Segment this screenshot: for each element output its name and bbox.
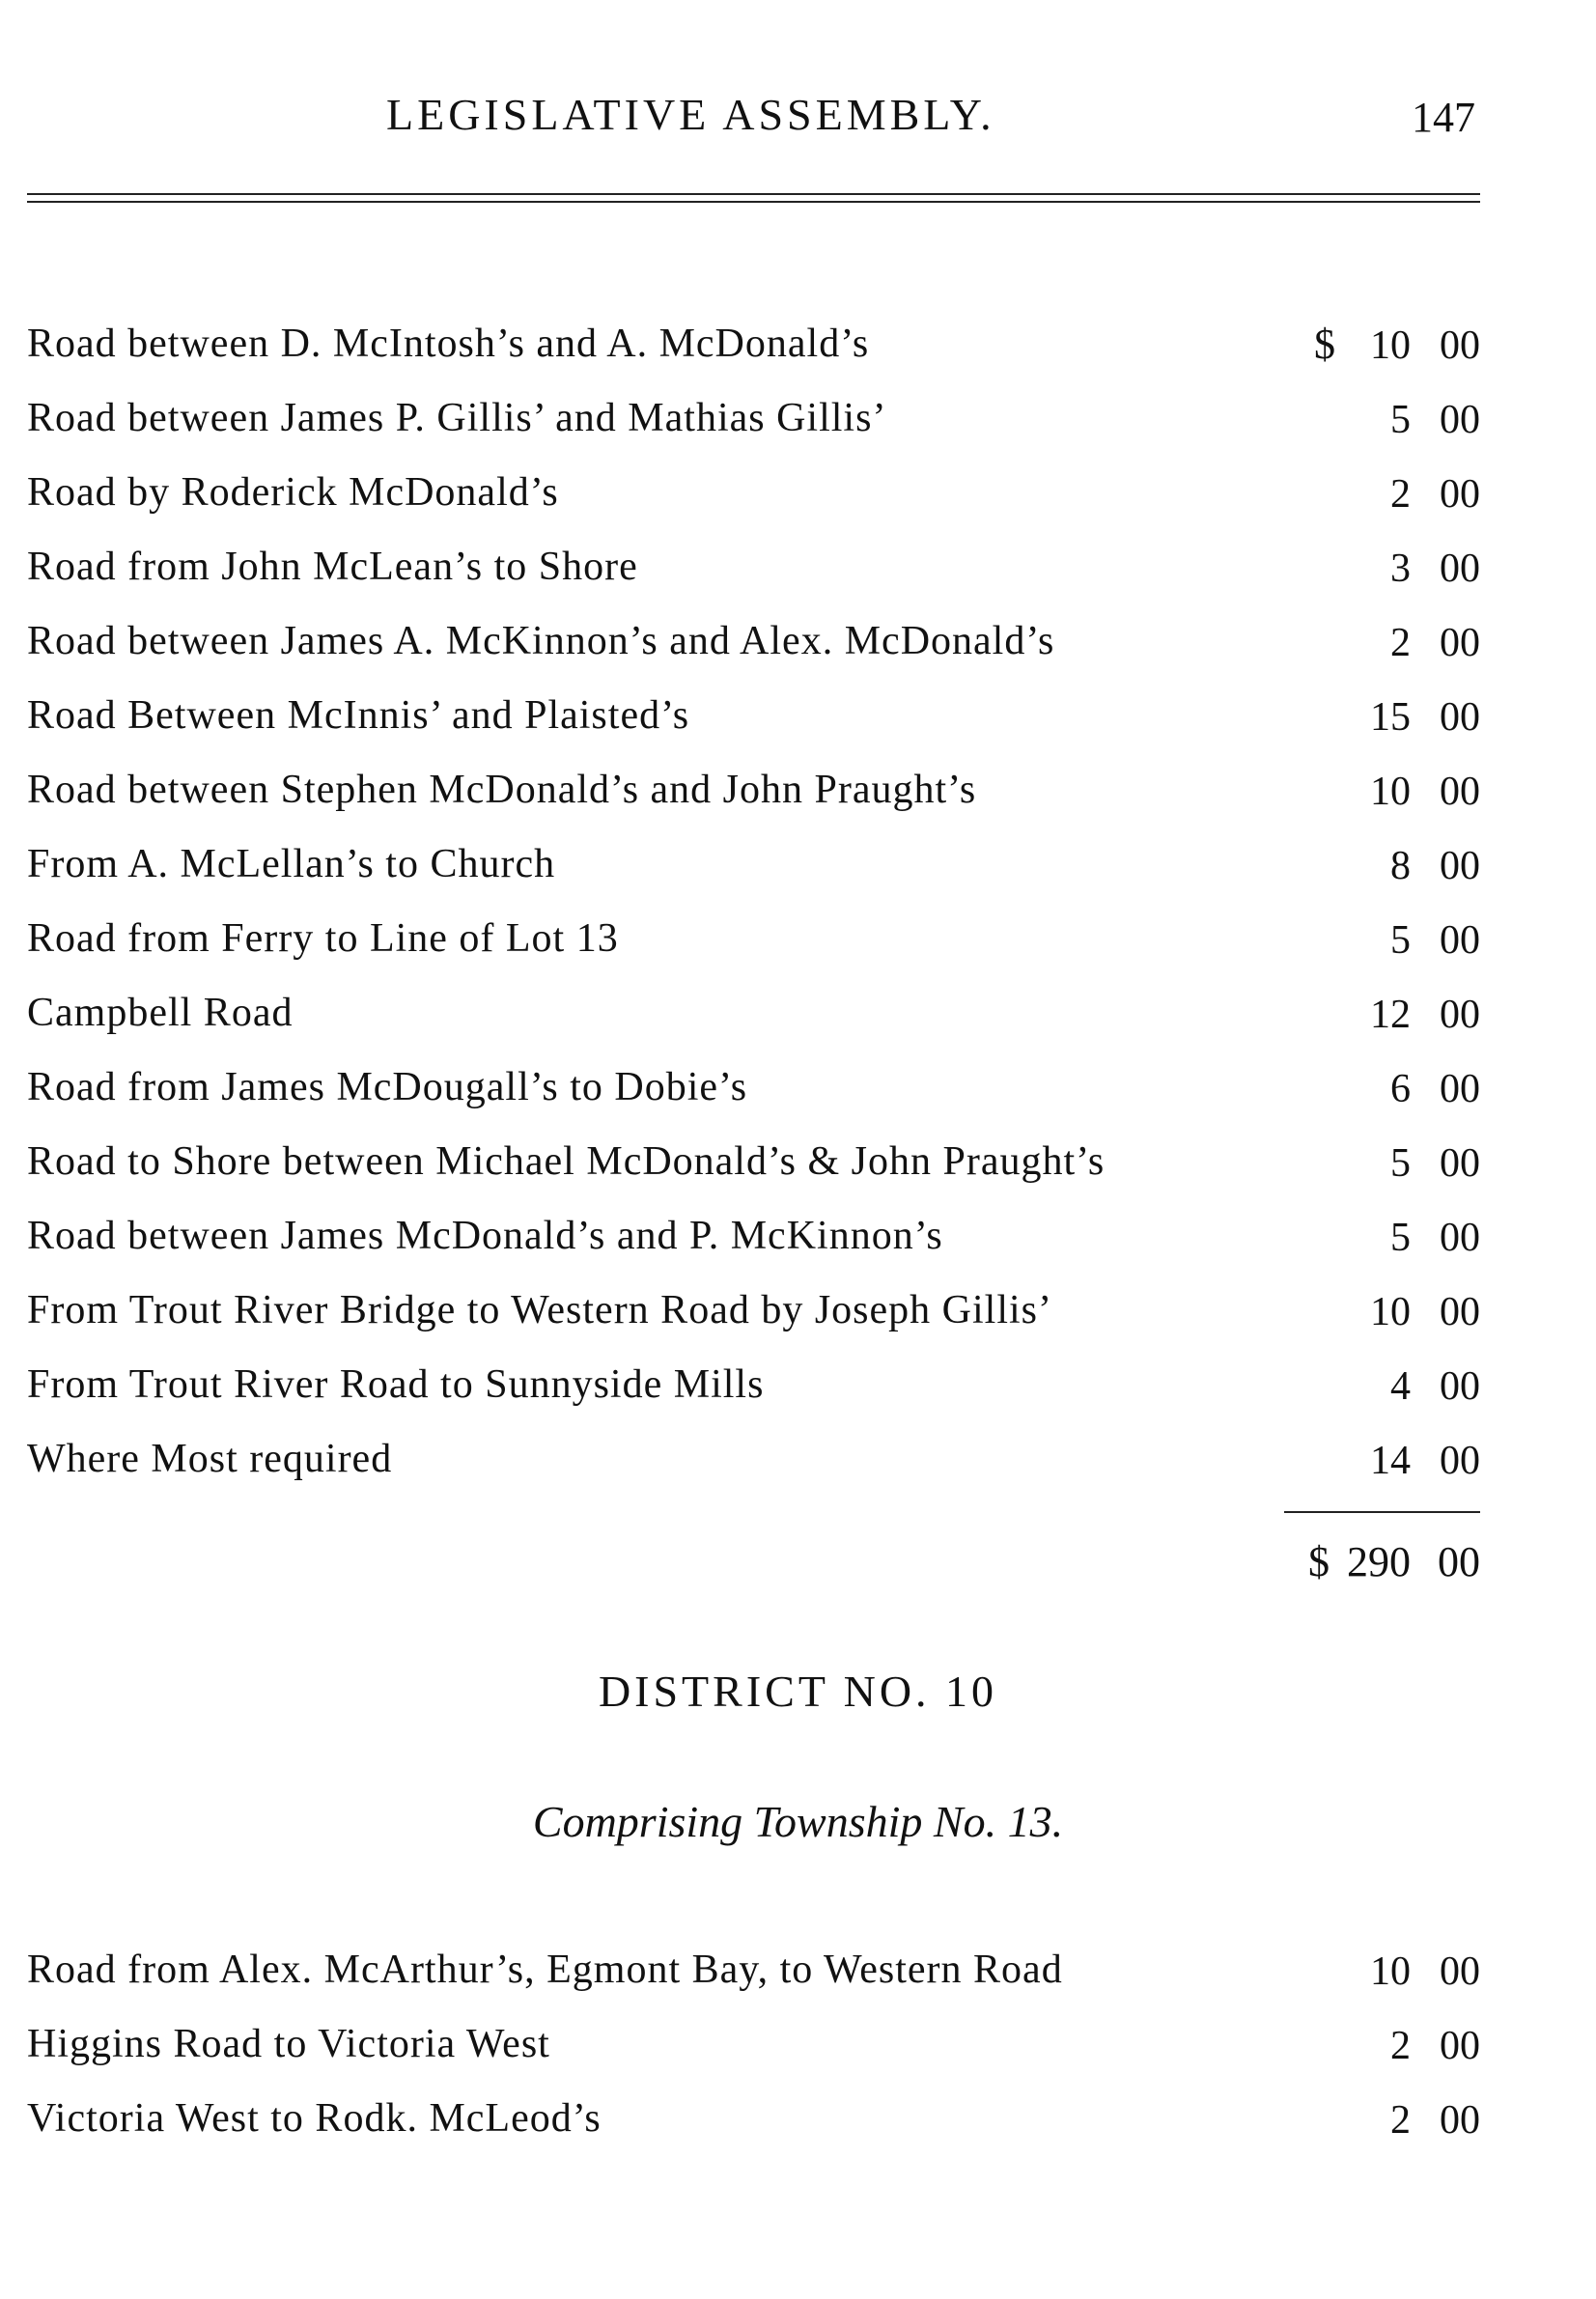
item-amount [1335,902,1480,978]
item-description: Victoria West to Rodk. McLeod’s [27,2096,602,2141]
item-amount [1335,1051,1480,1127]
item-cents: 00 [1440,398,1480,442]
item-amount [1314,307,1480,383]
list-item [27,1348,1480,1422]
item-dollars: 15 [1370,695,1411,740]
total-amount [1308,1537,1480,1586]
item-description: Road by Roderick McDonald’s [27,470,559,515]
item-description: Road Between McInnis’ and Plaisted’s [27,693,690,738]
total-cents: 00 [1438,1538,1480,1585]
item-cents: 00 [1440,2098,1480,2143]
item-cents: 00 [1440,770,1480,814]
item-amount [1335,2007,1480,2084]
item-amount [1335,679,1480,755]
item-cents: 00 [1440,1439,1480,1483]
item-dollars: 3 [1390,547,1411,591]
item-dollars: 10 [1370,1290,1411,1334]
item-cents: 00 [1440,695,1480,740]
item-amount [1335,381,1480,458]
item-description: Road between Stephen McDonald’s and John Praught’s [27,768,977,812]
item-amount [1335,827,1480,904]
item-amount [1335,1933,1480,2009]
item-amount [1335,604,1480,681]
list-item [27,604,1480,679]
item-amount [1335,530,1480,606]
item-dollars: 10 [1370,323,1411,368]
item-currency: $ [1314,321,1335,368]
item-amount [1335,2082,1480,2158]
item-amount [1335,976,1480,1052]
list-item [27,827,1480,902]
list-item [27,530,1480,604]
item-dollars: 5 [1390,1141,1411,1186]
item-cents: 00 [1440,547,1480,591]
list-item [27,1274,1480,1348]
item-amount [1335,1348,1480,1424]
total-currency: $ [1308,1538,1330,1585]
item-dollars: 2 [1390,472,1411,517]
item-amount [1335,1125,1480,1201]
item-description: Higgins Road to Victoria West [27,2022,550,2066]
item-cents: 00 [1440,472,1480,517]
item-dollars: 5 [1390,398,1411,442]
item-description: Road to Shore between Michael McDonald’s & John Praught’s [27,1139,1106,1184]
item-description: Road from James McDougall’s to Dobie’s [27,1065,748,1109]
item-description: From A. McLellan’s to Church [27,842,556,886]
list-item [27,307,1480,381]
item-cents: 00 [1440,1216,1480,1260]
item-cents: 00 [1440,844,1480,888]
district-subheading: Comprising Township No. 13. [532,1797,1064,1846]
list-item [27,1933,1480,2007]
appropriation-list [27,307,1480,1497]
header-double-rule [27,193,1480,203]
item-description: Road between James A. McKinnon’s and Alex. McDonald’s [27,619,1055,663]
item-description: From Trout River Bridge to Western Road by Joseph Gillis’ [27,1288,1053,1332]
list-item [27,1199,1480,1274]
list-item [27,976,1480,1051]
list-item [27,2007,1480,2082]
item-dollars: 6 [1390,1067,1411,1111]
list-item [27,1422,1480,1497]
item-dollars: 14 [1370,1439,1411,1483]
district-appropriation-list [27,1933,1480,2156]
item-amount [1335,1199,1480,1276]
item-cents: 00 [1440,323,1480,368]
item-dollars: 2 [1390,2024,1411,2068]
item-description: From Trout River Road to Sunnyside Mills [27,1362,765,1407]
item-amount [1335,1274,1480,1350]
item-dollars: 5 [1390,1216,1411,1260]
item-amount [1335,1422,1480,1499]
list-item [27,679,1480,753]
list-item [27,456,1480,530]
item-cents: 00 [1440,621,1480,665]
running-title: LEGISLATIVE ASSEMBLY. [386,90,995,139]
item-description: Campbell Road [27,991,294,1035]
item-description: Road from Alex. McArthur’s, Egmont Bay, to Western Road [27,1948,1063,1992]
item-description: Road between James McDonald’s and P. McKinnon’s [27,1214,943,1258]
item-dollars: 5 [1390,918,1411,963]
item-dollars: 12 [1370,993,1411,1037]
list-item [27,1125,1480,1199]
district-heading: DISTRICT NO. 10 [598,1667,998,1716]
item-amount [1335,753,1480,829]
item-cents: 00 [1440,1067,1480,1111]
page-number: 147 [1412,94,1475,141]
list-item [27,753,1480,827]
item-cents: 00 [1440,1141,1480,1186]
item-description: Road from John McLean’s to Shore [27,545,638,589]
item-cents: 00 [1440,1949,1480,1994]
item-cents: 00 [1440,1364,1480,1409]
item-cents: 00 [1440,918,1480,963]
item-dollars: 10 [1370,770,1411,814]
total-row [27,1537,1480,1595]
item-description: Road between D. McIntosh’s and A. McDonald’s [27,322,870,366]
item-dollars: 4 [1390,1364,1411,1409]
item-description: Where Most required [27,1437,393,1481]
list-item [27,902,1480,976]
item-cents: 00 [1440,1290,1480,1334]
list-item [27,1051,1480,1125]
list-item [27,381,1480,456]
item-dollars: 8 [1390,844,1411,888]
item-description: Road from Ferry to Line of Lot 13 [27,916,619,961]
item-dollars: 10 [1370,1949,1411,1994]
list-item [27,2082,1480,2156]
item-dollars: 2 [1390,2098,1411,2143]
item-cents: 00 [1440,2024,1480,2068]
item-amount [1335,456,1480,532]
total-dollars: 290 [1347,1538,1411,1585]
item-cents: 00 [1440,993,1480,1037]
page-header [0,89,1596,147]
item-dollars: 2 [1390,621,1411,665]
total-rule [1284,1511,1480,1513]
item-description: Road between James P. Gillis’ and Mathias Gillis’ [27,396,887,440]
